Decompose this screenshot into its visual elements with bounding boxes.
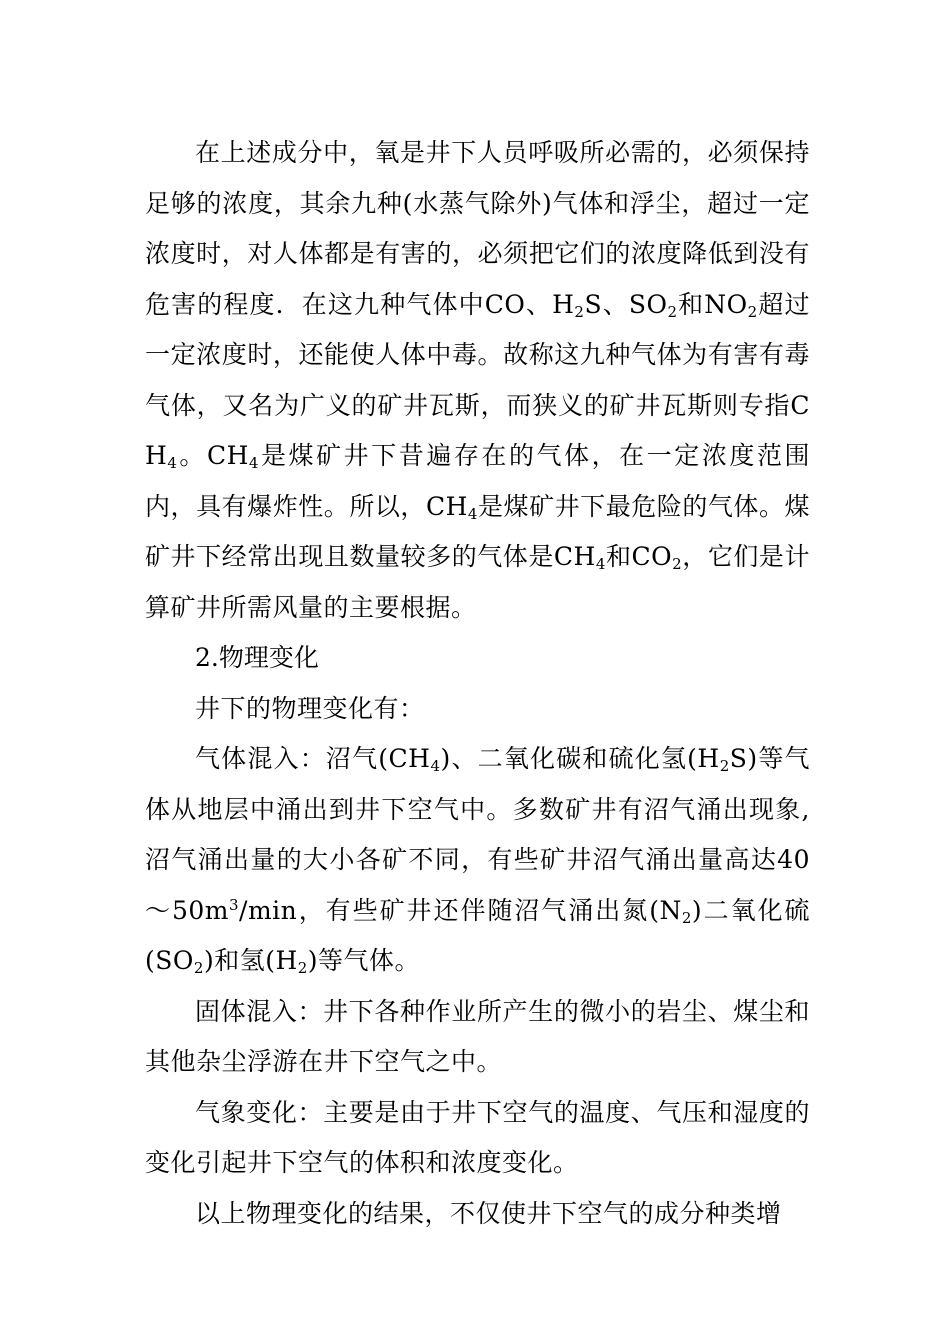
subscript: 4: [248, 453, 259, 472]
text-run: S)等气体从地层中涌出到井下空气中。多数矿井有沼气涌出现象,沼气涌出量的大小各矿不同，有些矿井沼气涌出量高达40～50m: [145, 744, 811, 925]
body-paragraph: [145, 128, 810, 633]
text-run: 以上物理变化的结果，不仅使井下空气的成分种类增: [195, 1198, 782, 1228]
body-paragraph: [145, 684, 810, 735]
text-run: 在上述成分中，氧是井下人员呼吸所必需的，必须保持足够的浓度，其余九种(水蒸气除外)气体和浮尘，超过一定浓度时，对人体都是有害的，必须把它们的浓度降低到没有危害的程度．在这九种气体中CO、H: [145, 138, 810, 319]
subscript: 2: [681, 908, 692, 927]
text-run: ，它们是计算矿井所需风量的主要根据。: [145, 542, 810, 622]
document-page: [145, 128, 810, 1239]
text-run: )、二氧化碳和硫化氢(H: [440, 744, 720, 773]
subscript: 2: [297, 958, 308, 977]
text-run: 是煤矿井下昔遍存在的气体，在一定浓度范围内，具有爆炸性。所以，CH: [145, 441, 810, 521]
subscript: 2: [672, 554, 683, 573]
text-run: 气体混入：沼气(CH: [195, 744, 431, 773]
body-paragraph: [145, 734, 810, 987]
text-run: 固体混入：井下各种作业所产生的微小的岩尘、煤尘和其他杂尘浮游在井下空气之中。: [145, 996, 810, 1076]
subscript: 2: [574, 302, 585, 321]
subscript: 2: [667, 302, 678, 321]
text-run: 。CH: [177, 441, 249, 470]
text-run: 是煤矿井下最危险的气体。煤矿井下经常出现且数量较多的气体是CH: [145, 491, 810, 571]
section-heading: [145, 633, 810, 684]
subscript: 4: [167, 453, 178, 472]
text-run: )和氢(H: [203, 946, 298, 975]
text-run: S、SO: [584, 289, 668, 319]
text-run: 井下的物理变化有：: [195, 693, 425, 723]
text-run: 超过一定浓度时，还能使人体中毒。故称这九种气体为有害有毒气体，又名为广义的矿井瓦斯，而狭义的矿井瓦斯则专指CH: [145, 289, 810, 470]
text-run: )二氧化硫(SO: [145, 895, 810, 975]
superscript: 3: [228, 895, 240, 914]
body-paragraph: [145, 1189, 810, 1240]
text-run: 和NO: [677, 289, 748, 319]
subscript: 2: [719, 756, 730, 775]
subscript: 2: [747, 302, 758, 321]
body-paragraph: [145, 987, 810, 1088]
text-run: 2.物理变化: [195, 643, 319, 672]
subscript: 4: [595, 554, 606, 573]
subscript: 4: [430, 756, 441, 775]
subscript: 2: [193, 958, 204, 977]
text-run: 气象变化：主要是由于井下空气的温度、气压和湿度的变化引起井下空气的体积和浓度变化。: [145, 1097, 810, 1177]
text-run: )等气体。: [307, 946, 421, 975]
text-run: /min，有些矿井还伴随沼气涌出氮(N: [239, 895, 682, 925]
subscript: 4: [467, 504, 478, 523]
text-run: 和CO: [605, 542, 673, 571]
body-paragraph: [145, 1088, 810, 1189]
